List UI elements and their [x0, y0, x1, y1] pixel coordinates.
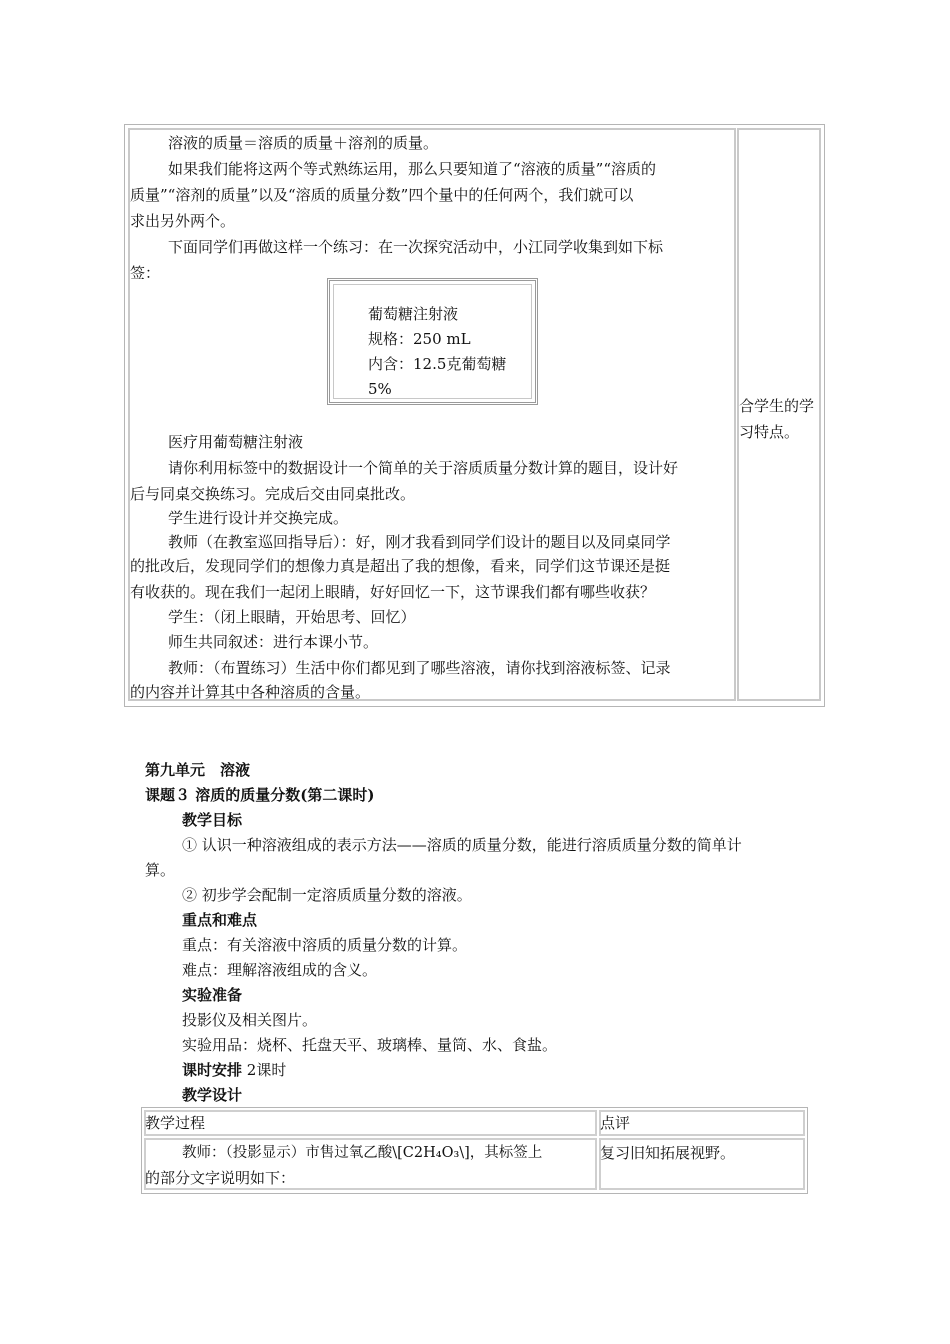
key-heading: 重点和难点: [182, 911, 258, 929]
label-spec: 规格：250 mL: [368, 330, 471, 348]
paragraph: 的内容并计算其中各种溶质的含量。: [130, 683, 371, 701]
objective-1-cont: 算。: [145, 861, 176, 879]
paragraph: 教师（在教室巡回指导后）：好，刚才我看到同学们设计的题目以及同桌同学: [168, 533, 671, 551]
paragraph: 医疗用葡萄糖注射液: [168, 433, 304, 451]
header-comment: 点评: [600, 1114, 631, 1132]
process-text-cont: 的部分文字说明如下：: [145, 1169, 296, 1187]
design-heading: 教学设计: [182, 1086, 243, 1104]
process-text: 教师：（投影显示）市售过氧乙酸\[C2H₄O₃\]，其标签上: [182, 1145, 543, 1161]
paragraph: 如果我们能将这两个等式熟练运用，那么只要知道了“溶液的质量”“溶质的: [168, 160, 657, 178]
side-note: 合学生的学: [739, 397, 815, 415]
paragraph: 学生进行设计并交换完成。: [168, 509, 349, 527]
prep-item: 投影仪及相关图片。: [182, 1011, 318, 1029]
time-line: [182, 1057, 286, 1083]
topic-title: 课题３ 溶质的质量分数(第二课时): [145, 786, 375, 804]
paragraph: 学生：（闭上眼睛，开始思考、回忆）: [168, 608, 416, 626]
unit-title: 第九单元 溶液: [145, 761, 251, 779]
key-point: 重点：有关溶液中溶质的质量分数的计算。: [182, 936, 468, 954]
prep-item: 实验用品：烧杯、托盘天平、玻璃棒、量筒、水、食盐。: [182, 1036, 558, 1054]
time-heading: 课时安排: [182, 1061, 243, 1079]
header-cell-process: [144, 1110, 597, 1136]
objective-1: ① 认识一种溶液组成的表示方法——溶质的质量分数，能进行溶质质量分数的简单计: [182, 836, 742, 854]
objective-2: ② 初步学会配制一定溶质质量分数的溶液。: [182, 886, 472, 904]
prep-heading: 实验准备: [182, 986, 243, 1004]
paragraph: 下面同学们再做这样一个练习：在一次探究活动中，小江同学收集到如下标: [168, 238, 664, 256]
paragraph: 有收获的。现在我们一起闭上眼睛，好好回忆一下，这节课我们都有哪些收获？: [130, 583, 656, 601]
paragraph: 的批改后，发现同学们的想像力真是超出了我的想像，看来，同学们这节课还是挺: [130, 557, 671, 575]
label-percent: 5%: [368, 380, 392, 398]
paragraph: 后与同桌交换练习。完成后交由同桌批改。: [130, 485, 416, 503]
paragraph: 求出另外两个。: [130, 212, 236, 230]
paragraph: 请你利用标签中的数据设计一个简单的关于溶质质量分数计算的题目，设计好: [168, 459, 679, 477]
paragraph: 质量”“溶剂的质量”以及“溶质的质量分数”四个量中的任何两个，我们就可以: [130, 186, 634, 204]
comment-text: 复习旧知拓展视野。: [600, 1144, 736, 1162]
paragraph: 签：: [130, 264, 161, 282]
difficulty-point: 难点：理解溶液组成的含义。: [182, 961, 378, 979]
paragraph: 教师：（布置练习）生活中你们都见到了哪些溶液，请你找到溶液标签、记录: [168, 659, 671, 677]
paragraph: 师生共同叙述：进行本课小节。: [168, 633, 379, 651]
side-note: 习特点。: [739, 423, 800, 441]
label-title: 葡萄糖注射液: [368, 305, 459, 323]
objectives-heading: 教学目标: [182, 811, 243, 829]
time-value: 2课时: [242, 1061, 287, 1079]
label-content: 内含：12.5克葡萄糖: [368, 355, 507, 373]
header-process: 教学过程: [145, 1114, 206, 1132]
paragraph: 溶液的质量＝溶质的质量＋溶剂的质量。: [168, 134, 439, 152]
